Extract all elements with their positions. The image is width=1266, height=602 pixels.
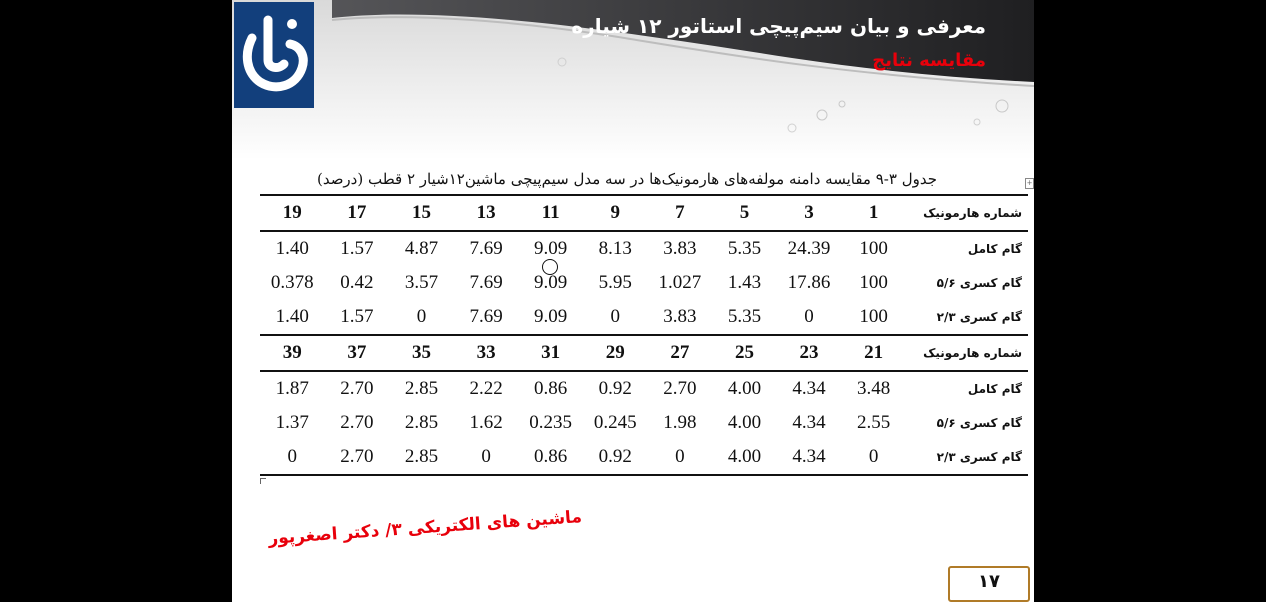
table-cell: 0	[416, 306, 427, 327]
table-cell: 2.22	[469, 378, 503, 399]
table-cell: 9.09	[534, 238, 568, 259]
table-cell: 5.35	[727, 238, 762, 259]
table-cell: 2.70	[325, 440, 390, 475]
harmonic-number-cell: 37	[325, 335, 390, 371]
table-cell: 3.48	[857, 378, 891, 399]
harmonic-number-cell: 19	[260, 195, 325, 231]
harmonics-comparison-table	[260, 194, 1028, 476]
table-cell: 100	[859, 238, 888, 259]
row-label-cell: گام کسری ۲/۳	[936, 310, 1022, 324]
table-cell: 0	[804, 306, 814, 327]
table-cell: 1.40	[275, 306, 309, 327]
table-cell: 7.69	[469, 238, 503, 259]
harmonic-label-cell: شماره هارمونیک	[906, 195, 1028, 231]
mouse-cursor-icon	[542, 259, 558, 275]
table-cell: 3.83	[663, 306, 697, 327]
table-cell: 5.35	[727, 306, 762, 327]
harmonic-number-cell: 27	[648, 335, 713, 371]
table-cell: 0	[454, 440, 519, 475]
table-cell: 2.70	[340, 378, 374, 399]
table-cell: 100	[859, 272, 888, 293]
table-cell: 1.43	[727, 272, 762, 293]
table-cell: 0	[841, 440, 906, 475]
harmonic-number-cell: 17	[325, 195, 390, 231]
harmonic-number-cell: 3	[777, 195, 842, 231]
slide	[232, 0, 1034, 602]
table-cell: 9.09	[534, 306, 568, 327]
table-cell: 0.235	[529, 412, 573, 433]
harmonic-number-cell: 39	[260, 335, 325, 371]
table-header-row	[260, 335, 1028, 371]
table-cell: 3.83	[663, 238, 697, 259]
table-header-row	[260, 195, 1028, 231]
harmonic-number-cell: 23	[777, 335, 842, 371]
table-cell: 4.34	[792, 378, 826, 399]
harmonic-number-cell: 25	[712, 335, 777, 371]
table-cell: 8.13	[598, 238, 632, 259]
table-caption: جدول ۳-۹ مقایسه دامنه مولفه‌های هارمونیک‌ها در سه مدل سیم‌پیچی ماشین۱۲شیار ۲ قطب (درصد)	[316, 170, 937, 188]
table-cell: 3.57	[404, 272, 439, 293]
harmonic-number-cell: 29	[583, 335, 648, 371]
logo-mark-icon	[234, 2, 314, 108]
table-cell: 7.69	[469, 272, 503, 293]
table-row	[260, 371, 1028, 406]
table-cell: 9.09	[534, 272, 568, 293]
table-cell: 0	[648, 440, 713, 475]
table-cell: 1.87	[275, 378, 309, 399]
table-cell: 1.57	[340, 306, 374, 327]
table-cell: 0.92	[583, 440, 648, 475]
table-cell: 100	[859, 306, 888, 327]
table-cell: 1.027	[658, 272, 702, 293]
table-cell: 1.62	[469, 412, 503, 433]
row-label-cell: گام کسری ۵/۶	[936, 416, 1022, 430]
harmonic-number-cell: 7	[648, 195, 713, 231]
table-cell: 4.00	[712, 440, 777, 475]
harmonic-number-cell: 13	[454, 195, 519, 231]
table-cell: 24.39	[787, 238, 831, 259]
table-cell: 17.86	[787, 272, 831, 293]
harmonic-number-cell: 15	[389, 195, 454, 231]
table-end-marker	[260, 478, 266, 484]
table-cell: 1.40	[275, 238, 309, 259]
table-cell: 2.70	[340, 412, 374, 433]
table-cell: 4.34	[792, 412, 826, 433]
table-cell: 1.57	[340, 238, 374, 259]
table-row	[260, 406, 1028, 440]
table-cell: 1.37	[275, 412, 309, 433]
row-label-cell: گام کسری ۵/۶	[936, 276, 1022, 290]
table-cell: 0.42	[340, 272, 374, 293]
table-cell: 2.85	[389, 440, 454, 475]
table-cell: 0.245	[593, 412, 637, 433]
table-cell: 1.98	[663, 412, 697, 433]
harmonic-number-cell: 5	[712, 195, 777, 231]
slide-title: معرفی و بیان سیم‌پیچی استاتور ۱۲ شیاره	[571, 14, 986, 38]
table-cell: 0.378	[270, 272, 314, 293]
table-row	[260, 300, 1028, 335]
course-footer: ماشین های الکتریکی ۳/ دکتر اصغرپور	[267, 507, 583, 549]
table-cell: 2.85	[404, 378, 439, 399]
harmonic-number-cell: 9	[583, 195, 648, 231]
harmonic-number-cell: 21	[841, 335, 906, 371]
harmonic-number-cell: 11	[518, 195, 583, 231]
harmonic-label-cell: شماره هارمونیک	[906, 335, 1028, 371]
slide-subtitle: مقایسه نتایج	[872, 50, 986, 71]
table-row	[260, 440, 1028, 475]
university-logo	[234, 2, 314, 108]
page-number-box	[948, 566, 1030, 602]
table-row	[260, 231, 1028, 266]
table-row	[260, 266, 1028, 300]
harmonic-number-cell: 31	[518, 335, 583, 371]
table-cell: 4.34	[777, 440, 842, 475]
row-label-cell: گام کسری ۲/۳	[906, 440, 1028, 475]
page-number: ۱۷	[978, 571, 1000, 592]
table-cell: 5.95	[598, 272, 632, 293]
row-label-cell: گام کامل	[967, 242, 1022, 256]
row-label-cell: گام کامل	[967, 382, 1022, 396]
table-cell: 2.85	[404, 412, 439, 433]
table-cell: 2.70	[663, 378, 697, 399]
harmonic-number-cell: 35	[389, 335, 454, 371]
table-cell: 0.86	[518, 440, 583, 475]
table-cell: 0	[610, 306, 621, 327]
table-cell: 4.87	[404, 238, 439, 259]
table-cell: 2.55	[857, 412, 891, 433]
table-anchor-icon: +	[1026, 179, 1033, 187]
table-cell: 0.92	[598, 378, 632, 399]
table-cell: 4.00	[727, 412, 762, 433]
harmonic-number-cell: 1	[841, 195, 906, 231]
table-cell: 4.00	[727, 378, 762, 399]
table-cell: 0	[260, 440, 325, 475]
table-cell: 0.86	[534, 378, 568, 399]
harmonic-number-cell: 33	[454, 335, 519, 371]
table-cell: 7.69	[469, 306, 503, 327]
